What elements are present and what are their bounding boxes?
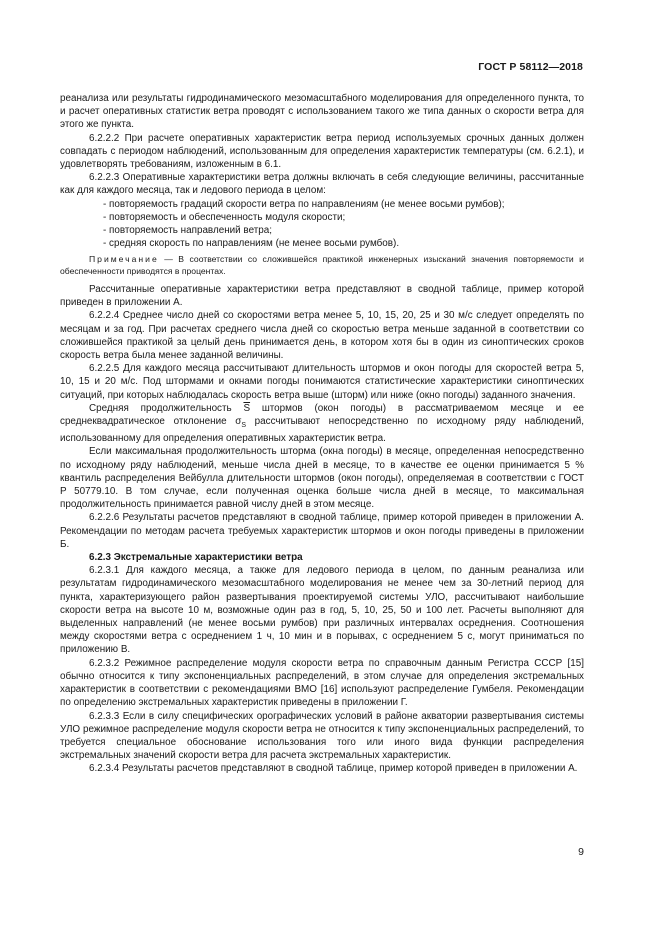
paragraph: 6.2.3.2 Режимное распределение модуля скорости ветра по справочным данным Регистра СССР [15] обычно относится к типу экспоненциальных распределений, в этом случае для определения экстремальных характеристик в соответствии с рекомендациями ВМО [16] используют распределение Гумбеля. Рекомендации по определению экстремальных характеристик приведены в приложении Г. [60, 657, 584, 709]
paragraph: 6.2.3.3 Если в силу специфических орографических условий в районе акватории развертывания системы УЛО режимное распределение модуля скорости ветра не относится к типу экспоненциальных распределений, то требуется специальное обоснование использования того или иного вида функции распределения экстремальных значений скорости ветра для расчета экстремальных характеристик. [60, 710, 584, 762]
list-item: - повторяемость градаций скорости ветра по направлениям (не менее восьми румбов); [103, 198, 505, 210]
paragraph: 6.2.2.2 При расчете оперативных характеристик ветра период используемых срочных данных должен совпадать с периодом наблюдений, использованным для определения характеристик температуры (см. 6.2.1), и удовлетворять требованиям, изложенным в 6.1. [60, 132, 584, 171]
mean-duration-symbol: $\overline{S}$ [243, 402, 251, 414]
list-item: - средняя скорость по направлениям (не менее восьми румбов). [103, 238, 400, 250]
paragraph: 6.2.2.4 Среднее число дней со скоростями ветра менее 5, 10, 15, 20, 25 и 30 м/с следует определять по месяцам и за год. При расчетах среднего числа дней со скоростью ветра меньше заданной в соответствии со сложившейся практикой за целый день принимается день, в котором хотя бы в один из синоптических сроков скорость ветра была менее заданной величины. [60, 310, 584, 362]
characteristics-list [60, 198, 584, 251]
text-run: штормов (окон погоды) в рассматриваемом месяце и ее среднеквадратическое отклонение σ [60, 402, 584, 428]
text-run: Средняя продолжительность [89, 402, 244, 414]
document-body [60, 92, 584, 776]
paragraph: 6.2.2.3 Оперативные характеристики ветра должны включать в себя следующие величины, рассчитанные как для каждого месяца, так и ледового периода в целом: [60, 172, 584, 197]
note-text: — В соответствии со сложившейся практикой инженерных изысканий значения повторяемости и обеспеченности приводятся в процентах. [60, 254, 584, 277]
paragraph [60, 402, 584, 446]
paragraph: 6.2.3.4 Результаты расчетов представляют в сводной таблице, пример которой приведен в приложении А. [89, 763, 578, 775]
note [60, 254, 584, 278]
page-number: 9 [578, 846, 584, 858]
text-run: рассчитывают непосредственно по исходному ряду наблюдений, использованному для определения оперативных характеристик ветра. [60, 416, 584, 445]
section-title: 6.2.3 Экстремальные характеристики ветра [89, 552, 303, 564]
paragraph: 6.2.2.6 Результаты расчетов представляют в сводной таблице, пример которой приведен в приложении А. Рекомендации по методам расчета требуемых характеристик штормов и окон погоды приведены в приложении Б. [60, 512, 584, 550]
document-header: ГОСТ Р 58112—2018 [478, 61, 583, 73]
paragraph: 6.2.3.1 Для каждого месяца, а также для ледового периода в целом, по данным реанализа или результатам гидродинамического мезомасштабного моделирования не менее чем за 30-летний период для пункта, характеризующего район развертывания проектируемой системы УЛО, рассчитывают наибольшие скорости ветра на высоте 10 м, возможные один раз в год, 5, 10, 25, 50 и 100 лет. Расчеты выполняют для выделенных направлений (не менее восьми румбов) при различных интервалах осреднения. Соотношения между скоростями ветра с осреднением 1 ч, 10 мин и в порывах, с осреднением 5 с, могут приниматься по приложению В. [60, 565, 584, 656]
list-item: - повторяемость направлений ветра; [103, 225, 272, 237]
list-item: - повторяемость и обеспеченность модуля скорости; [103, 211, 346, 223]
paragraph: 6.2.2.5 Для каждого месяца рассчитывают длительность штормов и окон погоды для скоростей ветра 5, 10, 15 и 20 м/с. Под штормами и окнами погоды понимаются статистические характеристики синоптических ситуаций, при которых наблюдалась скорость ветра выше (шторм) или ниже (окно погоды) заданного значения. [60, 363, 584, 401]
subscript: S [241, 422, 246, 430]
note-label: Примечание [89, 254, 159, 265]
paragraph: Если максимальная продолжительность шторма (окна погоды) в месяце, определенная непосредственно по исходному ряду наблюдений, меньше числа дней в месяце, то в качестве ее оценки принимается 5 % квантиль распределения Вейбулла длительности штормов (окон погоды), определяемая в соответствии с ГОСТ Р 50779.10. В том случае, если полученная оценка больше числа дней в месяце, то максимальная продолжительность принимается равной числу дней в этом месяце. [60, 446, 584, 511]
paragraph: Рассчитанные оперативные характеристики ветра представляют в сводной таблице, пример которой приведен в приложении А. [60, 284, 584, 309]
paragraph: реанализа или результаты гидродинамического мезомасштабного моделирования для определенного пункта, то и расчет оперативных статистик ветра проводят с использованием такого же типа данных о скорости ветра для этого же пункта. [60, 93, 584, 131]
